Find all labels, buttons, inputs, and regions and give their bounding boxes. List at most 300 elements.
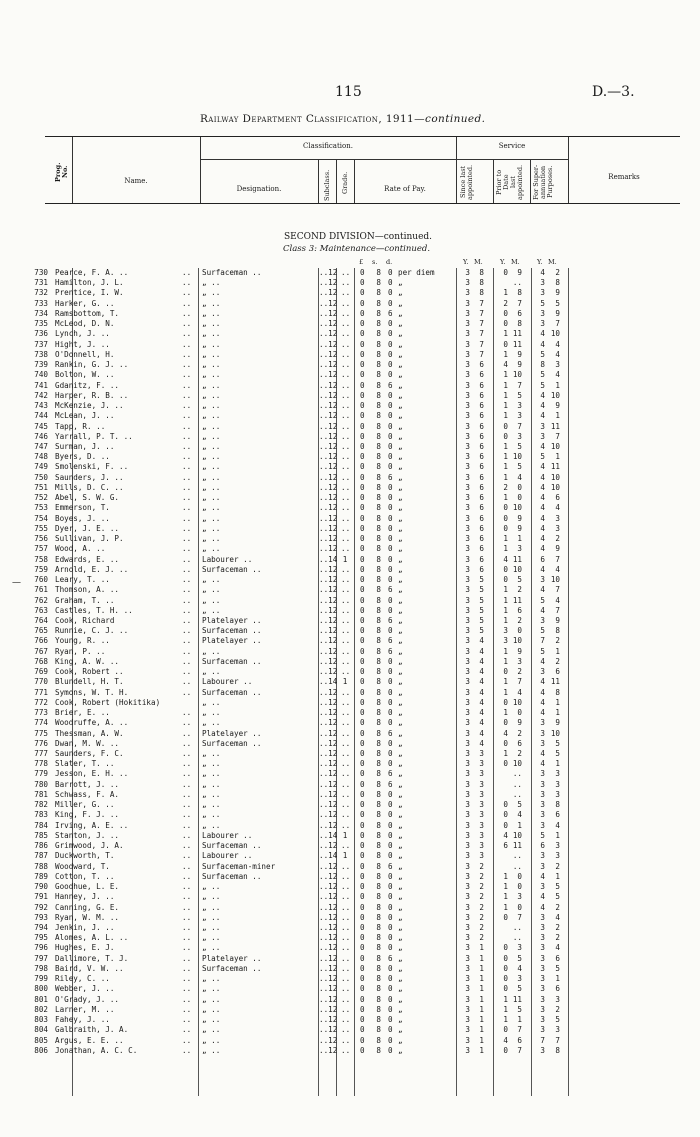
rate-shillings: 8 bbox=[376, 482, 381, 492]
designation: „ .. bbox=[202, 1045, 221, 1055]
prior-months: 2 bbox=[517, 728, 522, 738]
rate-pounds: 0 bbox=[360, 994, 365, 1004]
super-months: 7 bbox=[555, 605, 560, 615]
subclass: ..12 bbox=[319, 953, 338, 963]
rate-pounds: 0 bbox=[360, 401, 365, 411]
prog-no: 765 bbox=[34, 626, 48, 636]
employee-name: Boyes, J. .. bbox=[55, 513, 110, 523]
rate-shillings: 8 bbox=[376, 268, 381, 277]
super-years: 3 bbox=[540, 943, 545, 953]
super-months: 9 bbox=[555, 615, 560, 625]
rate-pence: 0 bbox=[388, 482, 393, 492]
designation: Surfaceman .. bbox=[202, 738, 262, 748]
since-last-years: 3 bbox=[465, 677, 470, 687]
leader-dots: .. bbox=[182, 339, 192, 349]
designation: Surfaceman .. bbox=[202, 963, 262, 973]
prior-months: 0 bbox=[517, 708, 522, 718]
since-last-months: 3 bbox=[479, 749, 484, 759]
rate-pounds: 0 bbox=[360, 605, 365, 615]
since-last-months: 4 bbox=[479, 708, 484, 718]
since-last-months: 4 bbox=[479, 728, 484, 738]
subclass: ..12 bbox=[319, 994, 338, 1004]
rate-pounds: 0 bbox=[360, 667, 365, 677]
super-months: 3 bbox=[555, 769, 560, 779]
since-last-years: 3 bbox=[465, 800, 470, 810]
prior-months: .. bbox=[512, 789, 522, 799]
super-years: 5 bbox=[540, 380, 545, 390]
super-years: 4 bbox=[540, 687, 545, 697]
employee-name: Lynch, J. .. bbox=[55, 329, 110, 339]
rate-pence: 0 bbox=[388, 943, 393, 953]
table-row bbox=[0, 708, 700, 718]
employee-name: Brier, E. .. bbox=[55, 708, 110, 718]
rate-basis: „ bbox=[398, 1035, 403, 1045]
table-row bbox=[0, 954, 700, 964]
employee-name: Yarrall, P. T. .. bbox=[55, 431, 133, 441]
subclass: ..12 bbox=[319, 482, 338, 492]
super-years: 3 bbox=[540, 810, 545, 820]
prior-months: 0 bbox=[517, 482, 522, 492]
rate-pounds: 0 bbox=[360, 575, 365, 585]
prior-months: 5 bbox=[517, 441, 522, 451]
prog-no: 767 bbox=[34, 646, 48, 656]
since-last-months: 8 bbox=[479, 268, 484, 277]
rate-shillings: 8 bbox=[376, 912, 381, 922]
prior-months: 10 bbox=[512, 452, 522, 462]
leader-dots: .. bbox=[182, 615, 192, 625]
grade: .. bbox=[341, 411, 351, 421]
rate-pounds: 0 bbox=[360, 554, 365, 564]
grade: .. bbox=[341, 278, 351, 288]
designation: Surfaceman .. bbox=[202, 268, 262, 277]
rate-pounds: 0 bbox=[360, 441, 365, 451]
since-last-months: 4 bbox=[479, 646, 484, 656]
rate-shillings: 8 bbox=[376, 1035, 381, 1045]
grade: .. bbox=[341, 513, 351, 523]
prog-no: 774 bbox=[34, 718, 48, 728]
leader-dots: .. bbox=[182, 605, 192, 615]
employee-name: King, A. W. .. bbox=[55, 656, 120, 666]
since-last-months: 5 bbox=[479, 615, 484, 625]
prog-no: 779 bbox=[34, 769, 48, 779]
super-months: 1 bbox=[555, 411, 560, 421]
prog-no: 776 bbox=[34, 738, 48, 748]
prior-months: 0 bbox=[517, 902, 522, 912]
leader-dots: .. bbox=[182, 820, 192, 830]
super-months: 5 bbox=[555, 1015, 560, 1025]
rate-pounds: 0 bbox=[360, 380, 365, 390]
since-last-years: 3 bbox=[465, 431, 470, 441]
prior-years: 1 bbox=[503, 452, 508, 462]
subclass: ..12 bbox=[319, 912, 338, 922]
subclass: ..12 bbox=[319, 308, 338, 318]
employee-name: Emmerson, T. bbox=[55, 503, 110, 513]
employee-name: Baird, V. W. .. bbox=[55, 963, 124, 973]
since-last-months: 6 bbox=[479, 554, 484, 564]
rate-pence: 6 bbox=[388, 308, 393, 318]
designation: Surfaceman .. bbox=[202, 626, 262, 636]
since-last-years: 3 bbox=[465, 789, 470, 799]
rate-basis: „ bbox=[398, 349, 403, 359]
employee-name: Alomes, A. L. .. bbox=[55, 933, 129, 943]
table-row bbox=[0, 974, 700, 984]
rate-basis: „ bbox=[398, 646, 403, 656]
month-unit-3: M. bbox=[548, 258, 557, 266]
rate-pence: 0 bbox=[388, 411, 393, 421]
table-row bbox=[0, 524, 700, 534]
super-years: 4 bbox=[540, 749, 545, 759]
designation: „ .. bbox=[202, 288, 221, 298]
rate-pence: 0 bbox=[388, 534, 393, 544]
rate-pounds: 0 bbox=[360, 820, 365, 830]
employee-name: Hamilton, J. L. bbox=[55, 278, 124, 288]
since-last-months: 2 bbox=[479, 933, 484, 943]
since-last-years: 3 bbox=[465, 994, 470, 1004]
subclass: ..12 bbox=[319, 749, 338, 759]
employee-name: Wood, A. .. bbox=[55, 544, 106, 554]
table-row bbox=[0, 769, 700, 779]
designation: „ .. bbox=[202, 308, 221, 318]
rate-pounds: 0 bbox=[360, 953, 365, 963]
prog-no: 782 bbox=[34, 800, 48, 810]
prior-months: 10 bbox=[512, 564, 522, 574]
super-months: 4 bbox=[555, 370, 560, 380]
super-years: 4 bbox=[540, 585, 545, 595]
prior-years: 1 bbox=[503, 288, 508, 298]
rate-shillings: 8 bbox=[376, 984, 381, 994]
service-header: Service bbox=[498, 142, 526, 150]
designation: Labourer .. bbox=[202, 677, 253, 687]
rate-shillings: 8 bbox=[376, 841, 381, 851]
prior-years: 1 bbox=[503, 677, 508, 687]
rate-pounds: 0 bbox=[360, 595, 365, 605]
table-row bbox=[0, 780, 700, 790]
rate-basis: „ bbox=[398, 861, 403, 871]
super-months: 7 bbox=[555, 1035, 560, 1045]
designation: Labourer .. bbox=[202, 851, 253, 861]
super-years: 3 bbox=[540, 1045, 545, 1055]
since-last-years: 3 bbox=[465, 268, 470, 277]
super-months: 3 bbox=[555, 360, 560, 370]
table-row bbox=[0, 841, 700, 851]
designation: „ .. bbox=[202, 759, 221, 769]
super-years: 4 bbox=[540, 441, 545, 451]
table-row bbox=[0, 698, 700, 708]
running-title bbox=[200, 113, 485, 125]
rate-basis: „ bbox=[398, 769, 403, 779]
super-months: 5 bbox=[555, 963, 560, 973]
prior-years: 1 bbox=[503, 646, 508, 656]
since-last-years: 3 bbox=[465, 636, 470, 646]
subclass: ..12 bbox=[319, 472, 338, 482]
since-last-months: 3 bbox=[479, 841, 484, 851]
section-heading: SECOND DIVISION—continued. bbox=[284, 232, 433, 242]
table-row bbox=[0, 432, 700, 442]
since-last-years: 3 bbox=[465, 851, 470, 861]
since-last-months: 2 bbox=[479, 902, 484, 912]
subclass: ..12 bbox=[319, 585, 338, 595]
since-last-months: 8 bbox=[479, 288, 484, 298]
designation: „ .. bbox=[202, 370, 221, 380]
table-row bbox=[0, 340, 700, 350]
subclass: ..12 bbox=[319, 349, 338, 359]
rate-shillings: 8 bbox=[376, 278, 381, 288]
prior-years: 0 bbox=[503, 575, 508, 585]
designation: „ .. bbox=[202, 718, 221, 728]
prog-no: 732 bbox=[34, 288, 48, 298]
leader-dots: .. bbox=[182, 892, 192, 902]
rate-pence: 0 bbox=[388, 718, 393, 728]
rate-basis: „ bbox=[398, 687, 403, 697]
designation: „ .. bbox=[202, 769, 221, 779]
super-months: 5 bbox=[555, 738, 560, 748]
subclass: ..12 bbox=[319, 534, 338, 544]
employee-name: McLean, J. .. bbox=[55, 411, 115, 421]
rate-shillings: 8 bbox=[376, 974, 381, 984]
super-months: 3 bbox=[555, 523, 560, 533]
since-last-years: 3 bbox=[465, 902, 470, 912]
prior-years: 1 bbox=[503, 994, 508, 1004]
super-years: 4 bbox=[540, 677, 545, 687]
rate-basis: „ bbox=[398, 779, 403, 789]
prog-no: 800 bbox=[34, 984, 48, 994]
prior-months: 0 bbox=[517, 882, 522, 892]
since-last-years: 3 bbox=[465, 1045, 470, 1055]
employee-name: Symons, W. T. H. bbox=[55, 687, 129, 697]
prog-no: 791 bbox=[34, 892, 48, 902]
super-years: 3 bbox=[540, 851, 545, 861]
prog-no: 787 bbox=[34, 851, 48, 861]
rate-pence: 0 bbox=[388, 452, 393, 462]
grade: .. bbox=[341, 615, 351, 625]
subclass: ..12 bbox=[319, 789, 338, 799]
prior-months: 0 bbox=[517, 493, 522, 503]
subclass: ..12 bbox=[319, 411, 338, 421]
remarks-header: Remarks bbox=[608, 173, 640, 181]
table-row bbox=[0, 391, 700, 401]
subclass: ..12 bbox=[319, 882, 338, 892]
since-last-months: 6 bbox=[479, 503, 484, 513]
grade: .. bbox=[341, 268, 351, 277]
table-row bbox=[0, 299, 700, 309]
rate-pounds: 0 bbox=[360, 1004, 365, 1014]
leader-dots: .. bbox=[182, 462, 192, 472]
grade: .. bbox=[341, 738, 351, 748]
rate-basis: „ bbox=[398, 411, 403, 421]
rate-pence: 0 bbox=[388, 789, 393, 799]
rate-shillings: 8 bbox=[376, 462, 381, 472]
super-years: 4 bbox=[540, 605, 545, 615]
subclass: ..12 bbox=[319, 667, 338, 677]
designation: „ .. bbox=[202, 544, 221, 554]
prog-no: 735 bbox=[34, 319, 48, 329]
rate-shillings: 8 bbox=[376, 718, 381, 728]
super-years: 3 bbox=[540, 800, 545, 810]
super-months: 9 bbox=[555, 288, 560, 298]
prior-years: 1 bbox=[503, 708, 508, 718]
grade: .. bbox=[341, 564, 351, 574]
designation: „ .. bbox=[202, 595, 221, 605]
prog-no: 786 bbox=[34, 841, 48, 851]
prior-years: 1 bbox=[503, 585, 508, 595]
table-row bbox=[0, 370, 700, 380]
prior-years: 0 bbox=[503, 268, 508, 277]
since-last-months: 1 bbox=[479, 994, 484, 1004]
grade: .. bbox=[341, 441, 351, 451]
employee-name: Bolton, W. .. bbox=[55, 370, 115, 380]
rate-pounds: 0 bbox=[360, 923, 365, 932]
rate-shillings: 8 bbox=[376, 779, 381, 789]
leader-dots: .. bbox=[182, 779, 192, 789]
rate-pence: 0 bbox=[388, 431, 393, 441]
subclass: ..14 bbox=[319, 554, 338, 564]
employee-name: Woodward, T. bbox=[55, 861, 110, 871]
rate-shillings: 8 bbox=[376, 933, 381, 943]
designation: „ .. bbox=[202, 646, 221, 656]
prior-years: 1 bbox=[503, 595, 508, 605]
designation: „ .. bbox=[202, 800, 221, 810]
prior-years: 0 bbox=[503, 984, 508, 994]
prog-no: 777 bbox=[34, 749, 48, 759]
rate-pence: 0 bbox=[388, 554, 393, 564]
grade: .. bbox=[341, 349, 351, 359]
prog-no: 749 bbox=[34, 462, 48, 472]
rate-pounds: 0 bbox=[360, 431, 365, 441]
leader-dots: .. bbox=[182, 749, 192, 759]
rate-pounds: 0 bbox=[360, 933, 365, 943]
grade: .. bbox=[341, 933, 351, 943]
subclass: ..12 bbox=[319, 810, 338, 820]
rate-basis: „ bbox=[398, 513, 403, 523]
super-months: 10 bbox=[550, 390, 560, 400]
prior-years: 4 bbox=[503, 360, 508, 370]
super-months: 5 bbox=[555, 892, 560, 902]
super-months: 10 bbox=[550, 575, 560, 585]
employee-name: Pearce, F. A. .. bbox=[55, 268, 129, 277]
super-years: 3 bbox=[540, 820, 545, 830]
rate-basis: „ bbox=[398, 1025, 403, 1035]
since-last-months: 6 bbox=[479, 493, 484, 503]
leader-dots: .. bbox=[182, 575, 192, 585]
table-row bbox=[0, 1005, 700, 1015]
designation: „ .. bbox=[202, 933, 221, 943]
designation: „ .. bbox=[202, 974, 221, 984]
grade: .. bbox=[341, 820, 351, 830]
subclass: ..12 bbox=[319, 431, 338, 441]
grade: 1 bbox=[342, 851, 348, 861]
designation: „ .. bbox=[202, 452, 221, 462]
grade: .. bbox=[341, 1045, 351, 1055]
designation: Labourer .. bbox=[202, 830, 253, 840]
prog-no: 766 bbox=[34, 636, 48, 646]
rate-basis: „ bbox=[398, 360, 403, 370]
rate-shillings: 8 bbox=[376, 769, 381, 779]
leader-dots: .. bbox=[182, 851, 192, 861]
prior-years: 6 bbox=[503, 841, 508, 851]
employee-name: Jesson, E. H. .. bbox=[55, 769, 129, 779]
since-last-months: 3 bbox=[479, 810, 484, 820]
grade: .. bbox=[341, 912, 351, 922]
rate-basis: „ bbox=[398, 974, 403, 984]
grade: .. bbox=[341, 390, 351, 400]
rate-shillings: 8 bbox=[376, 472, 381, 482]
rate-shillings: 8 bbox=[376, 339, 381, 349]
rate-basis: „ bbox=[398, 534, 403, 544]
prior-years: 2 bbox=[503, 298, 508, 308]
grade: .. bbox=[341, 339, 351, 349]
grade: .. bbox=[341, 329, 351, 339]
rate-pence: 0 bbox=[388, 923, 393, 932]
prior-months: 7 bbox=[517, 380, 522, 390]
rate-pence: 0 bbox=[388, 503, 393, 513]
prior-years: 0 bbox=[503, 759, 508, 769]
subclass: ..12 bbox=[319, 1035, 338, 1045]
rate-basis: „ bbox=[398, 789, 403, 799]
prior-months: 0 bbox=[517, 626, 522, 636]
leader-dots: .. bbox=[182, 1015, 192, 1025]
subclass: ..12 bbox=[319, 626, 338, 636]
super-years: 3 bbox=[540, 288, 545, 298]
prior-months: 9 bbox=[517, 349, 522, 359]
rate-pence: 0 bbox=[388, 820, 393, 830]
super-years: 3 bbox=[540, 431, 545, 441]
rate-shillings: 8 bbox=[376, 923, 381, 932]
rate-shillings: 8 bbox=[376, 329, 381, 339]
designation: „ .. bbox=[202, 380, 221, 390]
super-months: 1 bbox=[555, 452, 560, 462]
leader-dots: .. bbox=[182, 656, 192, 666]
table-row bbox=[0, 585, 700, 595]
rate-shillings: 8 bbox=[376, 503, 381, 513]
leader-dots: .. bbox=[182, 984, 192, 994]
rate-basis: „ bbox=[398, 564, 403, 574]
employee-name: Fahey, J. .. bbox=[55, 1015, 110, 1025]
designation: „ .. bbox=[202, 779, 221, 789]
designation: „ .. bbox=[202, 575, 221, 585]
rate-basis: „ bbox=[398, 298, 403, 308]
employee-name: Ryan, P. .. bbox=[55, 646, 106, 656]
prior-years: 0 bbox=[503, 800, 508, 810]
super-years: 4 bbox=[540, 892, 545, 902]
employee-name: Galbraith, J. A. bbox=[55, 1025, 129, 1035]
since-last-years: 3 bbox=[465, 319, 470, 329]
rate-pence: 0 bbox=[388, 851, 393, 861]
subclass: ..12 bbox=[319, 360, 338, 370]
rate-pounds: 0 bbox=[360, 390, 365, 400]
rate-basis: „ bbox=[398, 329, 403, 339]
grade: .. bbox=[341, 308, 351, 318]
prior-years: 1 bbox=[503, 871, 508, 881]
rate-pence: 6 bbox=[388, 472, 393, 482]
table-row bbox=[0, 964, 700, 974]
rate-pence: 0 bbox=[388, 513, 393, 523]
rate-header: Rate of Pay. bbox=[384, 185, 426, 193]
grade: .. bbox=[341, 810, 351, 820]
super-months: 1 bbox=[555, 974, 560, 984]
table-body bbox=[0, 268, 700, 1056]
leader-dots: .. bbox=[182, 1045, 192, 1055]
table-row bbox=[0, 288, 700, 298]
rate-basis: „ bbox=[398, 319, 403, 329]
table-header bbox=[45, 136, 680, 204]
designation: Surfaceman .. bbox=[202, 687, 262, 697]
table-row bbox=[0, 503, 700, 513]
designation: „ .. bbox=[202, 472, 221, 482]
since-last-years: 3 bbox=[465, 411, 470, 421]
designation: „ .. bbox=[202, 503, 221, 513]
leader-dots: .. bbox=[182, 953, 192, 963]
super-years: 3 bbox=[540, 923, 545, 932]
